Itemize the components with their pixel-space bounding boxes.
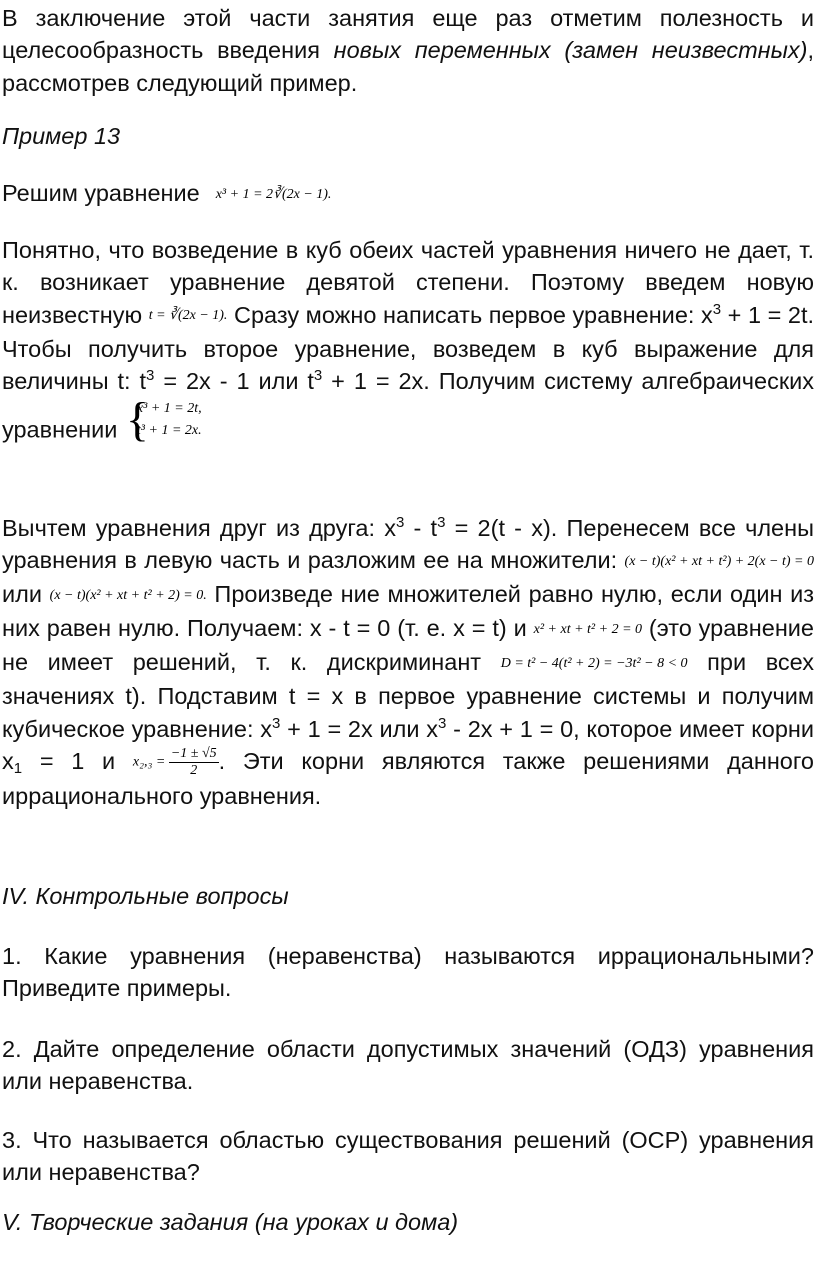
intro-paragraph bbox=[2, 2, 814, 99]
example-title: Пример 13 bbox=[2, 123, 121, 149]
system-row: x³ + 1 = 2t, bbox=[136, 400, 202, 416]
substitution-formula: t = ∛(2x − 1). bbox=[148, 308, 228, 324]
question-3: 3. Что называется областью существования решений (ОСР) уравнения или неравенства? bbox=[2, 1127, 814, 1186]
roots-fraction: $\frac{-1 \pm √5}{2}$ bbox=[170, 746, 217, 779]
question-2: 2. Дайте определение области допустимых значений (ОДЗ) уравнения или неравенства. bbox=[2, 1036, 814, 1095]
equation-formula: x³ + 1 = 2∛(2x − 1). bbox=[215, 186, 332, 202]
section-4-title: IV. Контрольные вопросы bbox=[2, 883, 289, 909]
system-row: t³ + 1 = 2x. bbox=[136, 422, 202, 438]
intro-italic-text: новых переменных (замен неизвестных) bbox=[333, 37, 808, 64]
intro-tail-text: , рассмотрев следующий пример. bbox=[2, 37, 815, 96]
question-1: 1. Какие уравнения (неравенства) называются иррациональными? Приведите примеры. bbox=[2, 943, 814, 1002]
factorization-paragraph: Вычтем уравнения друг из друга: $x^3 - t^3 = 2(t - x)$. Перенесем все члены уравнения в левую часть и разложим ее на множители: (x − t)(x² + xt + t²) + 2(x − t) = 0 или (x − t)(x² + xt + t² + 2) = 0. Произведе ние множителей равно нулю, если один из них равен нулю. Получаем: x - t = 0 (т. е. x = t) и x² + xt + t² + 2 = 0 (это уравнение не имеет решений, т. к. дискриминант D = t² − 4(t² + 2) = −3t² − 8 < 0 при всех значениях t). Подставим t = x в первое уравнение системы и получим кубическое уравнение: $x^3 + 1 = 2x$ или $x^3 - 2x + 1 = 0$, которое имеет корни $x_1 = 1$ и x₂,₃ = $\frac{-1 \pm √5}{2}$ . Эти корни являются также решениями данного иррационального уравнения. bbox=[2, 514, 815, 809]
factorization-formula: (x − t)(x² + xt + t²) + 2(x − t) = 0 bbox=[624, 554, 814, 569]
system-brace: { bbox=[125, 392, 149, 446]
equation-system bbox=[125, 392, 202, 446]
quadratic-formula: x² + xt + t² + 2 = 0 bbox=[533, 622, 643, 637]
substitution-paragraph: Понятно, что возведение в куб обеих частей уравнения ничего не дает, т. к. возникает уравнение девятой степени. Поэтому введем новую неизвестную t = ∛(2x − 1). Сразу можно написать первое уравнение: $x^3 + 1 = 2t$. Чтобы получить второе уравнение, возведем в куб выражение для величины t: $t^3 = 2x - 1$ или $t^3 + 1 = 2x$. Получим систему алгебраических уравнении { x³ + 1 = 2t, t³ + 1 = 2x. bbox=[2, 237, 815, 446]
solve-text: Решим уравнение bbox=[2, 180, 200, 206]
factorization-formula-2: (x − t)(x² + xt + t² + 2) = 0. bbox=[49, 588, 207, 603]
section-5-title: V. Творческие задания (на уроках и дома) bbox=[2, 1209, 459, 1235]
intro-text: В заключение этой части занятия еще раз отметим полезность и целесообразность введения bbox=[2, 5, 814, 64]
roots-formula: x₂,₃ = $\frac{-1 \pm √5}{2}$ bbox=[132, 746, 217, 779]
discriminant-formula: D = t² − 4(t² + 2) = −3t² − 8 < 0 bbox=[500, 656, 688, 671]
solve-line bbox=[2, 177, 814, 211]
